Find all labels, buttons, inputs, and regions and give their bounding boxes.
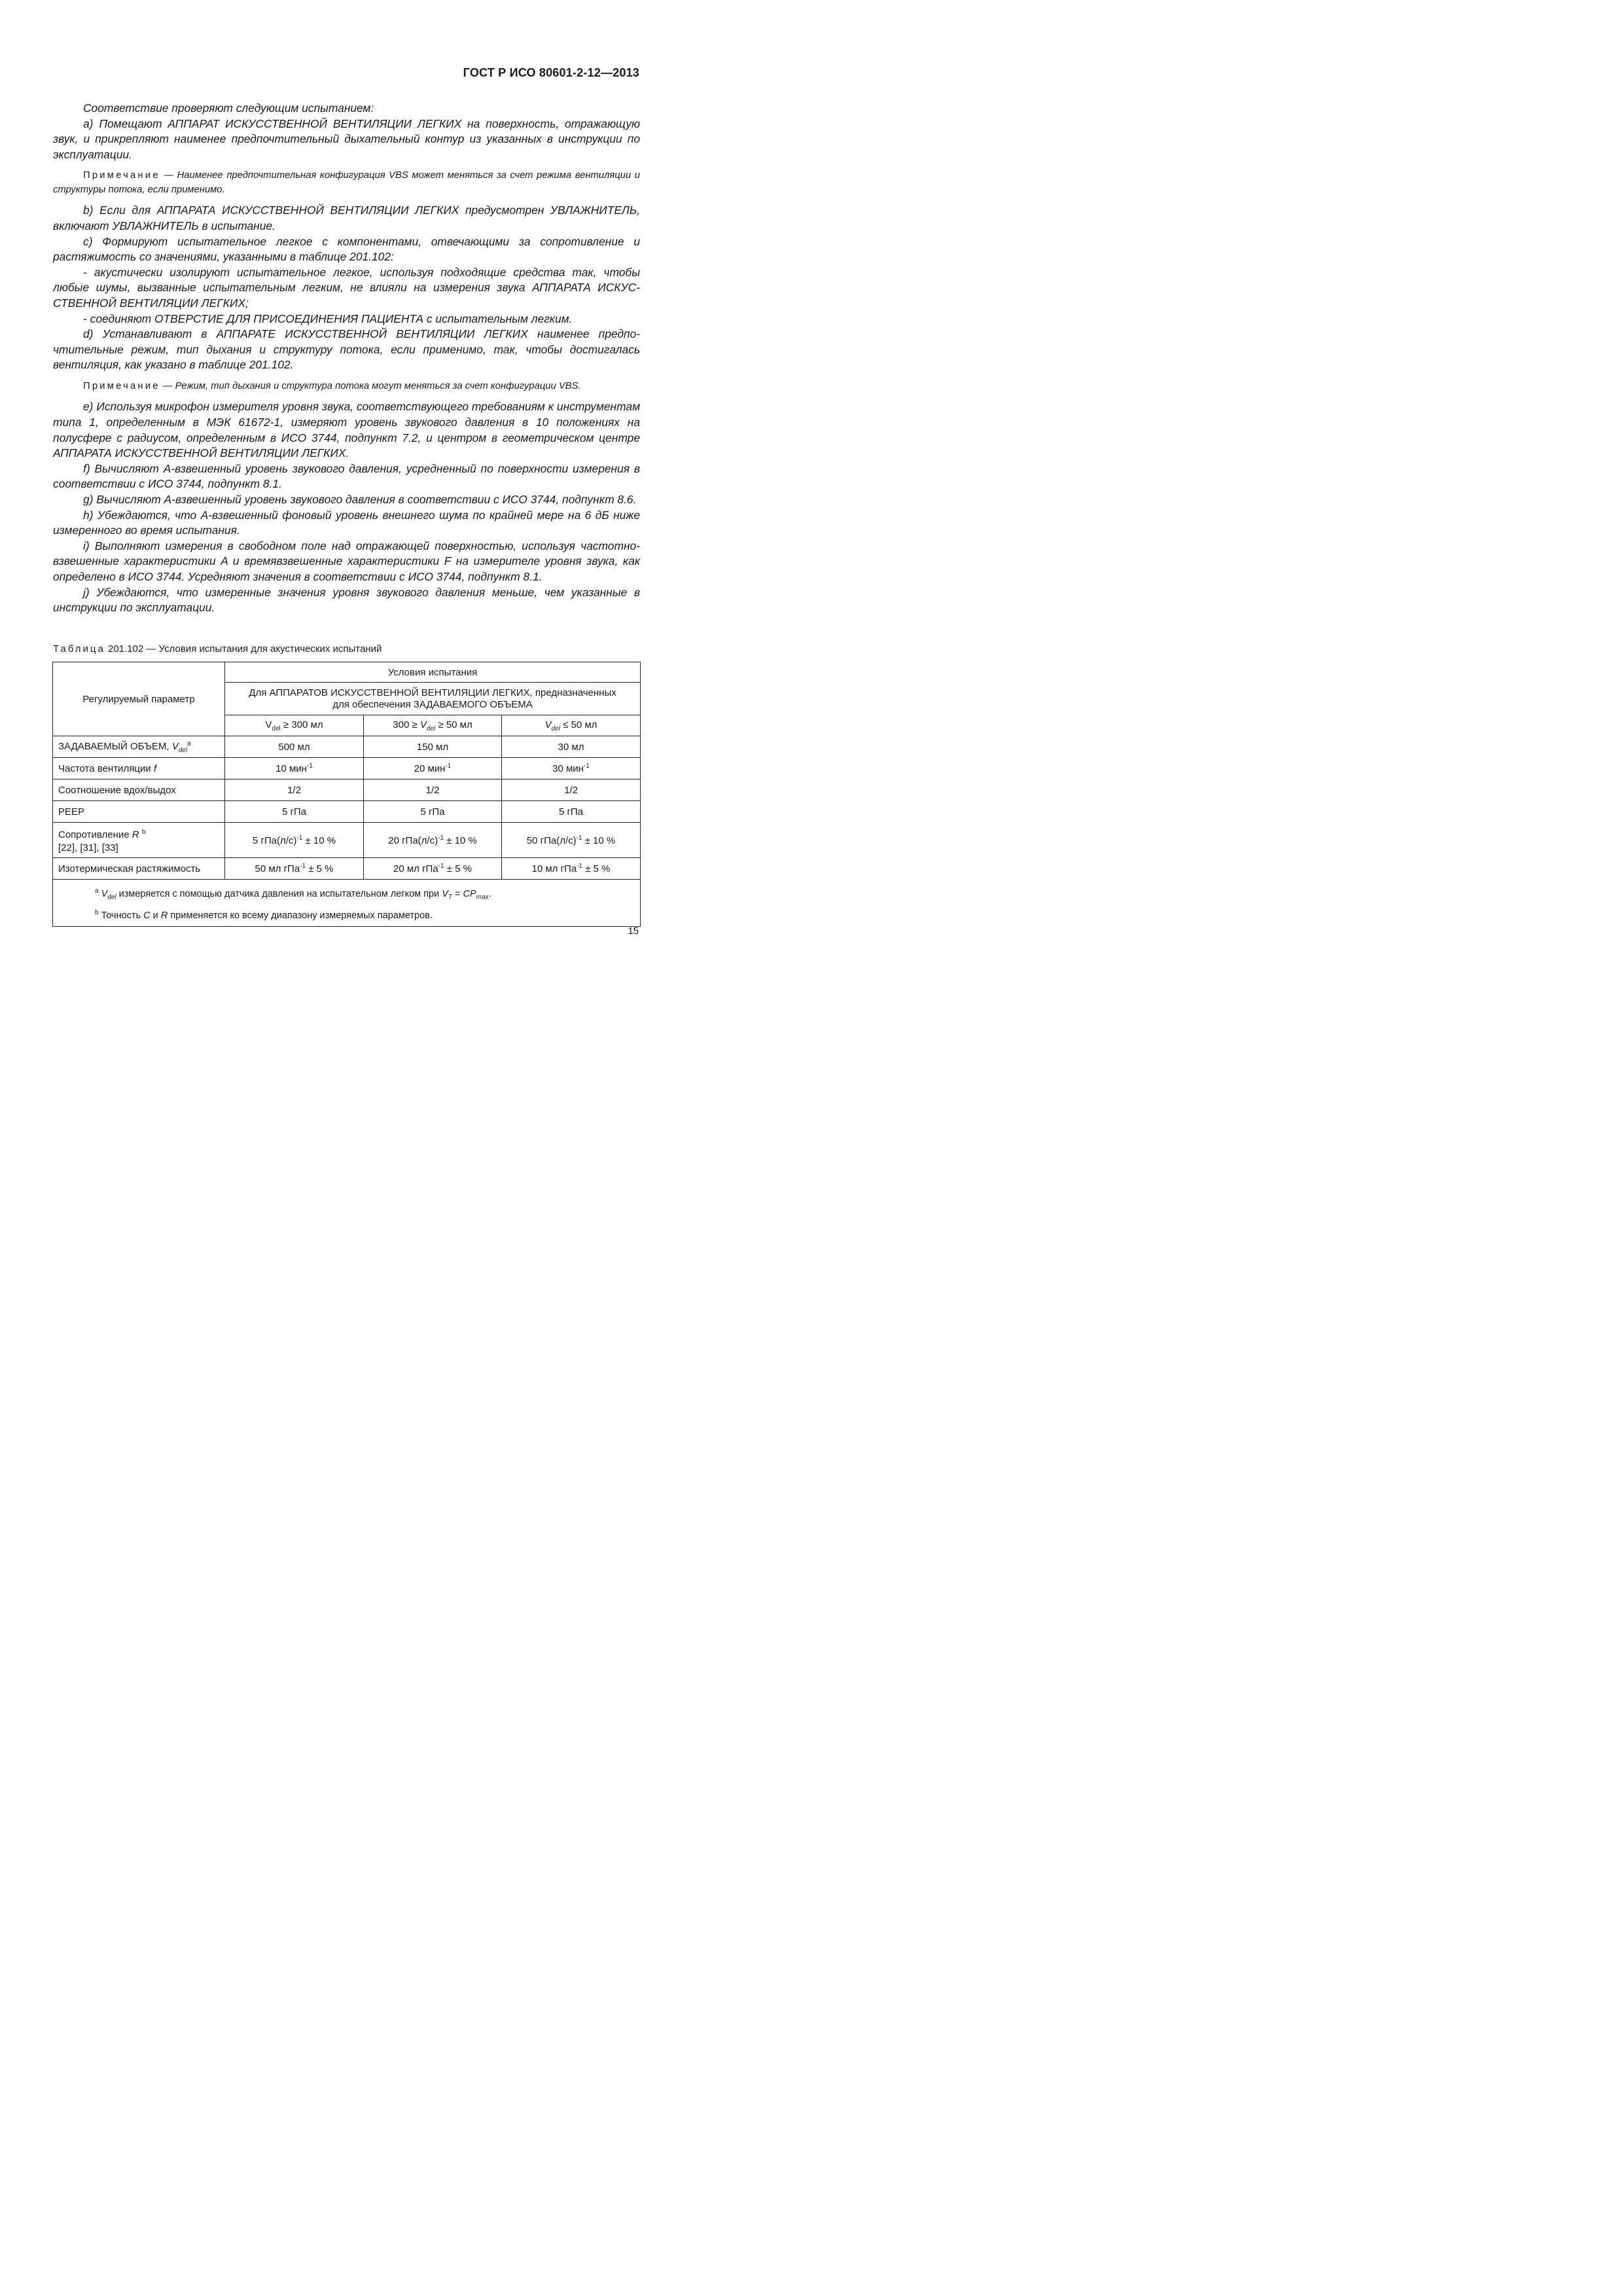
paragraph-a: a) Помещают АППАРАТ ИСКУССТВЕННОЙ ВЕНТИЛЯЦИИ ЛЕГКИХ на поверхность, отражающую звук, и прикрепляют наименее предпочтительный дыхательный контур из указанных в инструкции по эксплуатации. [53, 117, 640, 161]
cell-value: 5 гПа [502, 801, 641, 823]
paragraph-h: h) Убеждаются, что A-взвешенный фоновый уровень внешнего шума по крайней мере на 6 дБ ниже измеренного во время испытания. [53, 508, 640, 537]
note-text: — Режим, тип дыхания и структура потока могут меняться за счет конфигурации VBS. [160, 380, 581, 391]
document-page [0, 0, 722, 1022]
cell-value: 1/2 [502, 780, 641, 801]
cell-value: 1/2 [225, 780, 364, 801]
header-col-volume-50: $V_{del} \le 50$ мл [502, 715, 641, 736]
document-number-header: ГОСТ Р ИСО 80601-2-12—2013 [463, 66, 639, 79]
paragraph-i: i) Выполняют измерения в свободном поле над отражающей поверхностью, используя частотно-взвешенные характеристики A и времявзвешенные характеристики F на измерителе уровня звука, как определено в ИСО 3744. Усредняют значения в соответствии с ИСО 3744, подпункт 8.1. [53, 539, 640, 583]
cell-value: 30 мл [502, 736, 641, 758]
paragraph-c: c) Формируют испытательное легкое с компонентами, отвечающими за сопротивление и растяжимость со значениями, указанными в таблице 201.102: [53, 234, 640, 264]
note-label: Примечание [83, 170, 160, 181]
table-row [53, 801, 641, 823]
cell-value: 20 мл гПа$^{-1}$ ± 5 % [364, 858, 502, 880]
table-row [53, 758, 641, 780]
paragraph-c-item-2: - соединяют ОТВЕРСТИЕ ДЛЯ ПРИСОЕДИНЕНИЯ ПАЦИЕНТА с испытательным легким. [83, 312, 573, 325]
cell-value: 1/2 [364, 780, 502, 801]
table-caption-text: 201.102 — Условия испытания для акустических испытаний [105, 643, 382, 655]
test-conditions-table [52, 662, 641, 927]
table-row [53, 736, 641, 758]
table-row [53, 858, 641, 880]
table-caption-label: Таблица [53, 643, 105, 655]
cell-value: 5 $гПа(л/с)^{-1} \pm 10$ % [225, 823, 364, 858]
row-label-ie-ratio: Соотношение вдох/выдох [53, 780, 225, 801]
row-label-resistance: Сопротивление R $^b$ [22], [31], [33] [53, 823, 225, 858]
cell-value: 5 гПа [225, 801, 364, 823]
row-label-compliance: Изотермическая растяжимость [53, 858, 225, 880]
table-footnotes [53, 880, 641, 927]
cell-value: 30 мин$^{-1}$ [502, 758, 641, 780]
paragraph-e: e) Используя микрофон измерителя уровня звука, соответствующего требованиям к инструментам типа 1, определенным в МЭК 61672-1, измеряют уровень звукового давления в 10 положениях на полусфере с радиусом, определенным в ИСО 3744, подпункт 7.2, и центром в геометрическом центре АППАРАТА ИСКУССТВЕННОЙ ВЕНТИЛЯЦИИ ЛЕГКИХ. [53, 400, 640, 460]
row-label-set-volume: ЗАДАВАЕМЫЙ ОБЪЕМ, $V_{del}^a$ [53, 736, 225, 758]
table-row [53, 823, 641, 858]
footnote-a: $^a$ $V_{del}$ измеряется с помощью датчика давления на испытательном легком при $V_T = CP_{max}$. [95, 888, 491, 901]
cell-value: 5 гПа [364, 801, 502, 823]
cell-value: 10 мин$^{-1}$ [225, 758, 364, 780]
paragraph-f: f) Вычисляют A-взвешенный уровень звукового давления, усредненный по поверхности измерения в соответствии с ИСО 3744, подпункт 8.1. [53, 461, 640, 491]
footnote-b: $^b$ Точность C и R применяется ко всему диапазону измеряемых параметров. [95, 908, 433, 921]
note-text: — Наименее предпочтительная конфигурация VBS может меняться за счет режима вентиляции и структуры потока, если применимо. [53, 170, 640, 195]
page-number: 15 [628, 925, 639, 937]
table-footnotes-row [53, 880, 641, 927]
paragraph-c-item-1: - акустически изолируют испытательное легкое, используя подходящие средства так, чтобы любые шумы, вызванные испытательным легким, не влияли на измерения звука АППАРАТА ИСКУССТВЕННОЙ ВЕНТИЛЯЦИИ ЛЕГКИХ; [53, 265, 640, 310]
row-label-peep: PEEP [53, 801, 225, 823]
cell-value: 20 мин$^{-1}$ [364, 758, 502, 780]
note-label: Примечание [83, 380, 160, 391]
cell-value: 10 мл гПа$^{-1}$ ± 5 % [502, 858, 641, 880]
header-for-ventilators: Для АППАРАТОВ ИСКУССТВЕННОЙ ВЕНТИЛЯЦИИ ЛЕГКИХ, предназначенных для обеспечения ЗАДАВАЕМОГО ОБЪЕМА [225, 683, 641, 715]
note-1 [53, 169, 640, 197]
paragraph-intro: Соответствие проверяют следующим испытанием: [83, 101, 374, 115]
paragraph-d: d) Устанавливают в АППАРАТЕ ИСКУССТВЕННОЙ ВЕНТИЛЯЦИИ ЛЕГКИХ наименее предпочтительные режим, тип дыхания и структуру потока, если применимо, так, чтобы достигалась вентиляция, как указано в таблице 201.102. [53, 327, 640, 372]
paragraph-g: g) Вычисляют A-взвешенный уровень звукового давления в соответствии с ИСО 3744, подпункт 8.6. [83, 492, 637, 506]
cell-value: 50 $гПа(л/с)^{-1} \pm 10$ % [502, 823, 641, 858]
cell-value: 500 мл [225, 736, 364, 758]
paragraph-b: b) Если для АППАРАТА ИСКУССТВЕННОЙ ВЕНТИЛЯЦИИ ЛЕГКИХ предусмотрен УВЛАЖНИТЕЛЬ, включают УВЛАЖНИТЕЛЬ в испытание. [53, 204, 640, 232]
paragraph-j: j) Убеждаются, что измеренные значения уровня звукового давления меньше, чем указанные в инструкции по эксплуатации. [53, 585, 640, 615]
header-test-conditions: Условия испытания [225, 662, 641, 683]
header-col-volume-300-50: $300 \ge V_{del} \ge 50$ мл [364, 715, 502, 736]
note-2 [53, 380, 640, 394]
header-regulated-parameter: Регулируемый параметр [53, 662, 225, 736]
header-col-volume-300: $V_{del} \ge 300$ мл [225, 715, 364, 736]
cell-value: 20 $гПа(л/с)^{-1} \pm 10$ % [364, 823, 502, 858]
cell-value: 50 мл гПа$^{-1}$ ± 5 % [225, 858, 364, 880]
row-label-ventilation-rate: Частота вентиляции f [53, 758, 225, 780]
cell-value: 150 мл [364, 736, 502, 758]
table-row [53, 780, 641, 801]
table-caption [53, 643, 382, 655]
body-text [53, 101, 640, 616]
